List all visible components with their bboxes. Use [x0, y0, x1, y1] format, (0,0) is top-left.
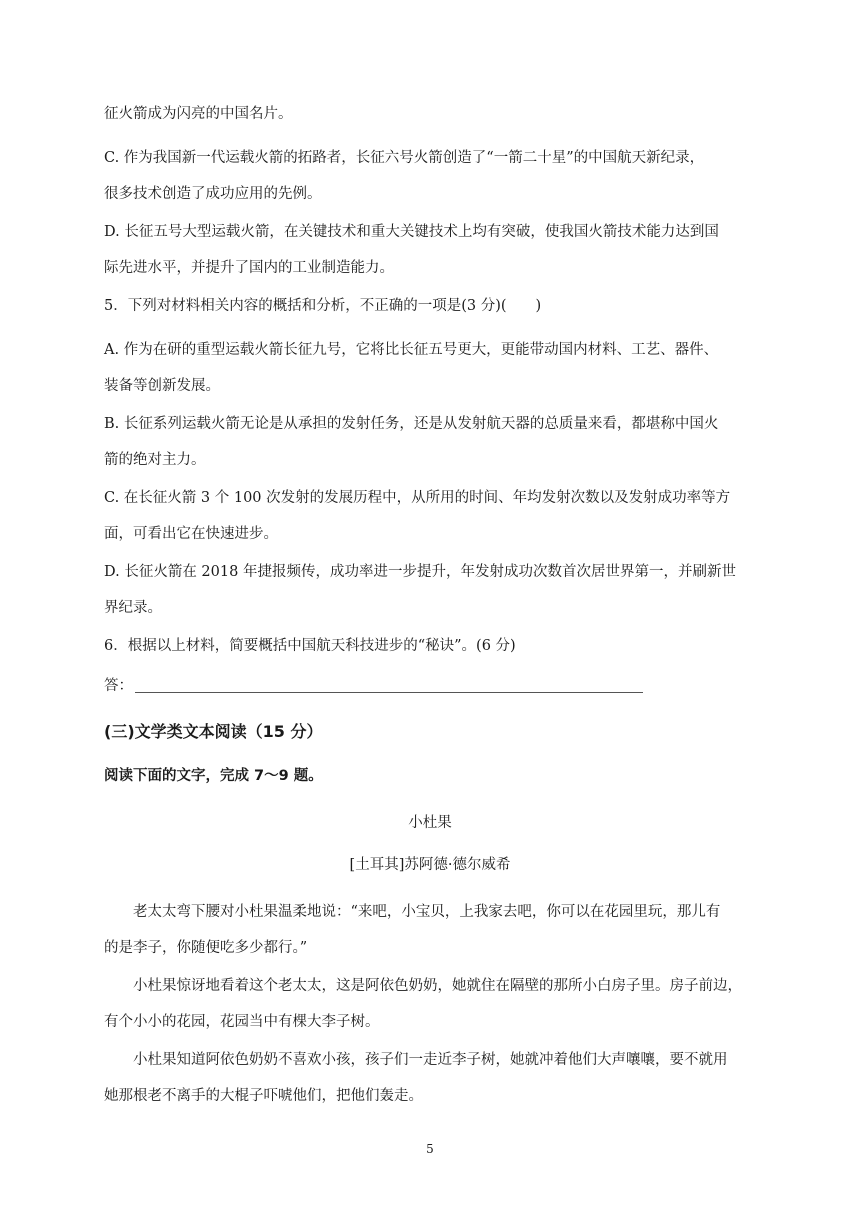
option-d-q4: D. 长征五号大型运载火箭，在关键技术和重大关键技术上均有突破，使我国火箭技术能力达到国 际先进水平，并提升了国内的工业制造能力。 — [104, 224, 719, 276]
answer-blank-line[interactable] — [135, 674, 643, 693]
story-author: [土耳其]苏阿德·德尔威希 — [349, 857, 511, 873]
reading-instruction: 阅读下面的文字，完成 7～9 题。 — [104, 768, 323, 784]
question-5: 5．下列对材料相关内容的概括和分析，不正确的一项是(3 分)( ) — [104, 298, 542, 314]
story-paragraph-2: 小杜果惊讶地看着这个老太太，这是阿依色奶奶，她就住在隔壁的那所小白房子里。房子前边， 有个小小的花园，花园当中有棵大李子树。 — [104, 978, 742, 1030]
page-number: 5 — [426, 1142, 434, 1156]
option-a-q5: A. 作为在研的重型运载火箭长征九号，它将比长征五号更大，更能带动国内材料、工艺、器件、 装备等创新发展。 — [104, 342, 719, 394]
paragraph-continuation: 征火箭成为闪亮的中国名片。 — [104, 106, 293, 122]
answer-row — [104, 668, 760, 704]
answer-label: 答： — [104, 678, 133, 694]
section-title: (三)文学类文本阅读（15 分） — [104, 722, 323, 741]
option-c-q5: C. 在长征火箭 3 个 100 次发射的发展历程中，从所用的时间、年均发射次数以及发射成功率等方 面，可看出它在快速进步。 — [104, 490, 731, 542]
question-6: 6．根据以上材料，简要概括中国航天科技进步的“秘诀”。(6 分) — [104, 638, 516, 654]
option-c-q4: C. 作为我国新一代运载火箭的拓路者，长征六号火箭创造了“一箭二十星”的中国航天新纪录， 很多技术创造了成功应用的先例。 — [104, 150, 705, 202]
story-paragraph-1: 老太太弯下腰对小杜果温柔地说：“来吧，小宝贝，上我家去吧，你可以在花园里玩，那儿有 的是李子，你随便吃多少都行。” — [104, 904, 721, 956]
option-d-q5: D. 长征火箭在 2018 年捷报频传，成功率进一步提升，年发射成功次数首次居世界第一，并刷新世 界纪录。 — [104, 564, 736, 616]
story-paragraph-3: 小杜果知道阿依色奶奶不喜欢小孩，孩子们一走近李子树，她就冲着他们大声嚷嚷，要不就用 她那根老不离手的大棍子吓唬他们，把他们轰走。 — [104, 1052, 728, 1104]
story-title: 小杜果 — [408, 815, 452, 831]
option-b-q5: B. 长征系列运载火箭无论是从承担的发射任务，还是从发射航天器的总质量来看，都堪称中国火 箭的绝对主力。 — [104, 416, 719, 468]
